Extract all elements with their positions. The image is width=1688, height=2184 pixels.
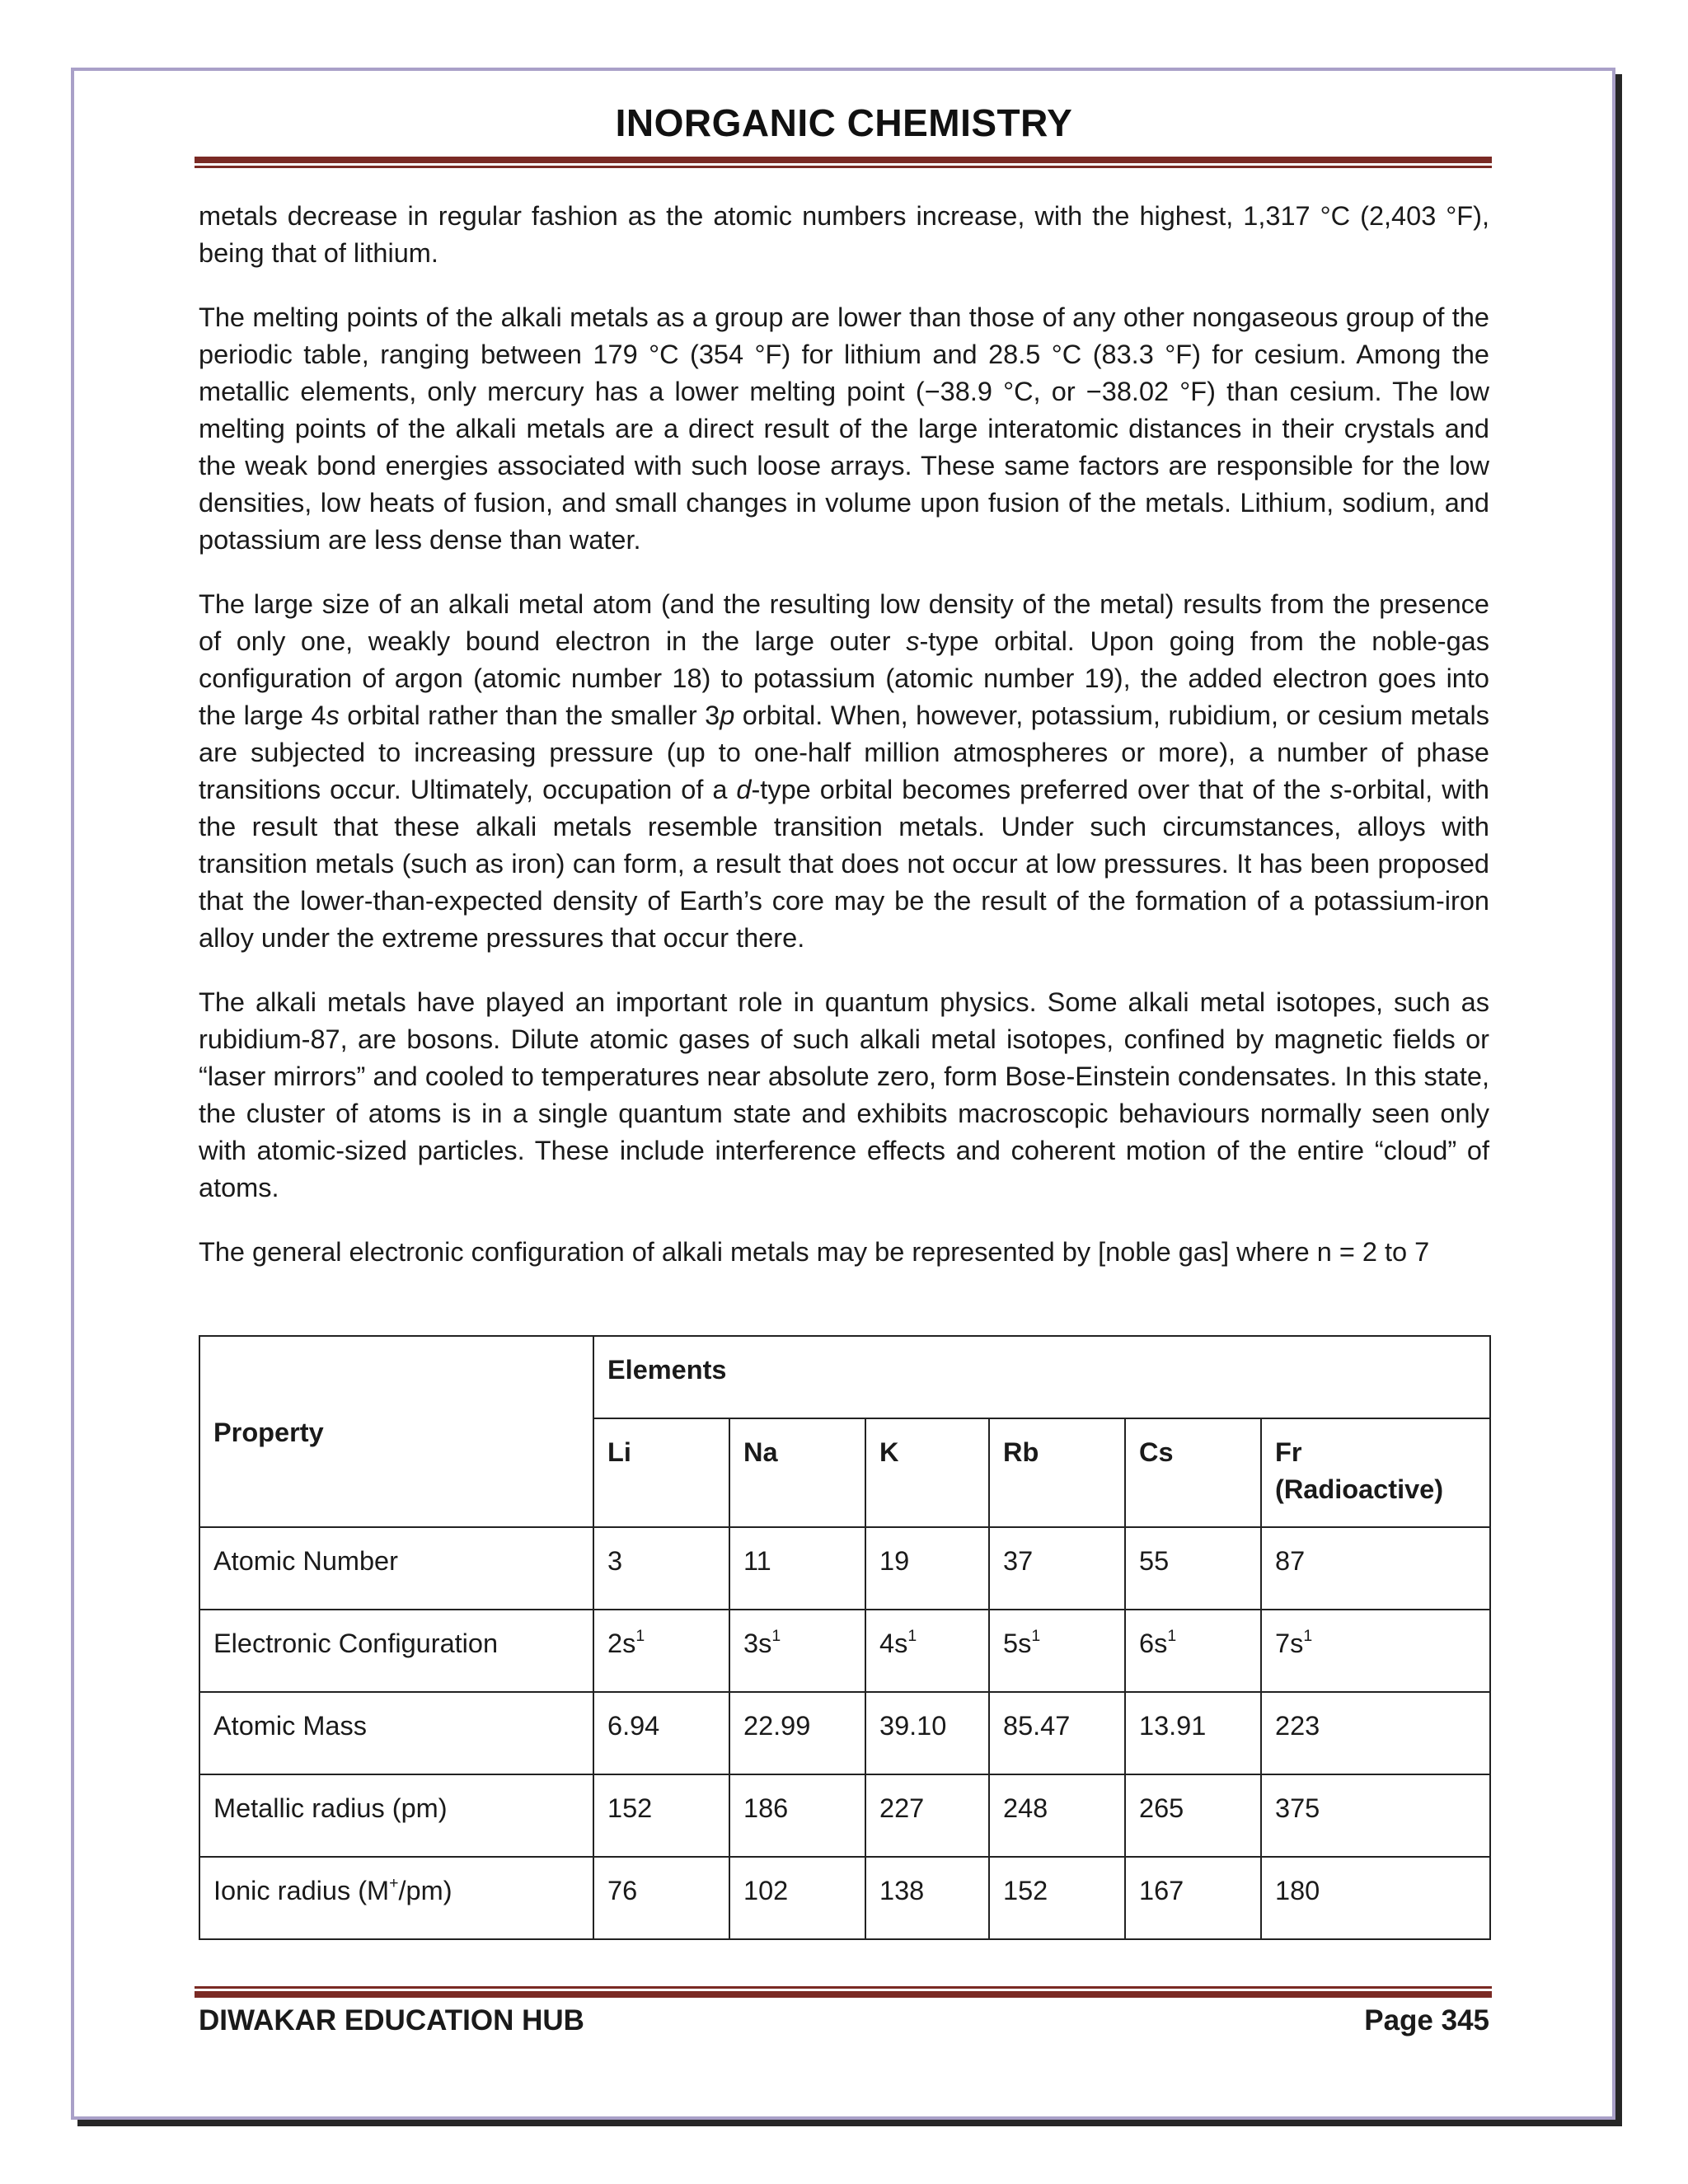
table-cell: 6.94: [593, 1692, 729, 1774]
table-cell: $2s^1$: [593, 1610, 729, 1692]
table-cell: 186: [729, 1774, 865, 1857]
row-label: Metallic radius (pm): [199, 1774, 593, 1857]
paragraph-1: metals decrease in regular fashion as the atomic numbers increase, with the highest, 1,317 °C (2,403 °F), being that of lithium.: [199, 201, 1489, 268]
element-header-cs: Cs: [1125, 1418, 1261, 1527]
row-label: Ionic radius (M+/pm): [199, 1857, 593, 1939]
table-cell: 138: [865, 1857, 989, 1939]
paragraph-4: The alkali metals have played an important role in quantum physics. Some alkali metal isotopes, such as rubidium-87, are bosons. Dilute atomic gases of such alkali metal isotopes, confined by magnetic fields or “laser mirrors” and cooled to temperatures near absolute zero, form Bose-Einstein condensates. In this state, the cluster of atoms is in a single quantum state and exhibits macroscopic behaviours normally seen only with atomic-sized particles. These include interference effects and coherent motion of the entire “cloud” of atoms.: [199, 987, 1489, 1202]
table-cell: 223: [1261, 1692, 1490, 1774]
element-header-k: K: [865, 1418, 989, 1527]
table-cell: 55: [1125, 1527, 1261, 1610]
table-cell: 76: [593, 1857, 729, 1939]
table-cell: 3: [593, 1527, 729, 1610]
table-cell: $4s^1$: [865, 1610, 989, 1692]
row-label: Atomic Number: [199, 1527, 593, 1610]
table-cell: 265: [1125, 1774, 1261, 1857]
table-cell: 87: [1261, 1527, 1490, 1610]
table-cell: 19: [865, 1527, 989, 1610]
table-cell: 85.47: [989, 1692, 1125, 1774]
row-label: Electronic Configuration: [199, 1610, 593, 1692]
table-cell: 167: [1125, 1857, 1261, 1939]
element-header-li: Li: [593, 1418, 729, 1527]
table-cell: 180: [1261, 1857, 1490, 1939]
table-cell: 13.91: [1125, 1692, 1261, 1774]
table-cell: 39.10: [865, 1692, 989, 1774]
header-rule: [195, 157, 1492, 168]
footer-publisher: DIWAKAR EDUCATION HUB: [199, 2004, 584, 2036]
table-cell: 37: [989, 1527, 1125, 1610]
table-row: [199, 1692, 1490, 1774]
paragraph-2: The melting points of the alkali metals as a group are lower than those of any other nongaseous group of the periodic table, ranging between 179 °C (354 °F) for lithium and 28.5 °C (83.3 °F) for cesium. Among the metallic elements, only mercury has a lower melting point (−38.9 °C, or −38.02 °F) than cesium. The low melting points of the alkali metals are a direct result of the large interatomic distances in their crystals and the weak bond energies associated with such loose arrays. These same factors are responsible for the low densities, low heats of fusion, and small changes in volume upon fusion of the metals. Lithium, sodium, and potassium are less dense than water.: [199, 302, 1489, 555]
table-cell: 152: [593, 1774, 729, 1857]
table-cell: $7s^1$: [1261, 1610, 1490, 1692]
element-header-na: Na: [729, 1418, 865, 1527]
row-label: Atomic Mass: [199, 1692, 593, 1774]
table-cell: 375: [1261, 1774, 1490, 1857]
element-header-fr: Fr (Radioactive): [1261, 1418, 1490, 1527]
table-cell: 102: [729, 1857, 865, 1939]
table-row: [199, 1610, 1490, 1692]
alkali-metals-properties-table: [199, 1335, 1491, 1940]
table-cell: 152: [989, 1857, 1125, 1939]
table-cell: 11: [729, 1527, 865, 1610]
table-row: [199, 1774, 1490, 1857]
paragraph-3: The large size of an alkali metal atom (and the resulting low density of the metal) results from the presence of only one, weakly bound electron in the large outer s-type orbital. Upon going from the noble-gas configuration of argon (atomic number 18) to potassium (atomic number 19), the added electron goes into the large 4s orbital rather than the smaller 3p orbital. When, however, potassium, rubidium, or cesium metals are subjected to increasing pressure (up to one-half million atmospheres or more), a number of phase transitions occur. Ultimately, occupation of a d-type orbital becomes preferred over that of the s-orbital, with the result that these alkali metals resemble transition metals. Under such circumstances, alloys with transition metals (such as iron) can form, a result that does not occur at low pressures. It has been proposed that the lower-than-expected density of Earth’s core may be the result of the formation of a potassium-iron alloy under the extreme pressures that occur there.: [199, 589, 1489, 953]
table-header-row: [199, 1336, 1490, 1418]
table-cell: 22.99: [729, 1692, 865, 1774]
table-cell: $5s^1$: [989, 1610, 1125, 1692]
elements-header: Elements: [593, 1336, 1490, 1418]
paragraph-5: The general electronic configuration of alkali metals may be represented by [noble gas] where n = 2 to 7: [199, 1237, 1430, 1267]
table-row: [199, 1527, 1490, 1610]
footer-page-number: Page 345: [1364, 2004, 1489, 2036]
table-row: [199, 1857, 1490, 1939]
table-cell: 227: [865, 1774, 989, 1857]
property-header: Property: [199, 1336, 593, 1527]
table-cell: $6s^1$: [1125, 1610, 1261, 1692]
table-cell: $3s^1$: [729, 1610, 865, 1692]
page-header-title: INORGANIC CHEMISTRY: [615, 101, 1073, 144]
element-header-rb: Rb: [989, 1418, 1125, 1527]
footer-rule: [195, 1986, 1492, 1998]
table-cell: 248: [989, 1774, 1125, 1857]
body-text: [199, 198, 1489, 1271]
